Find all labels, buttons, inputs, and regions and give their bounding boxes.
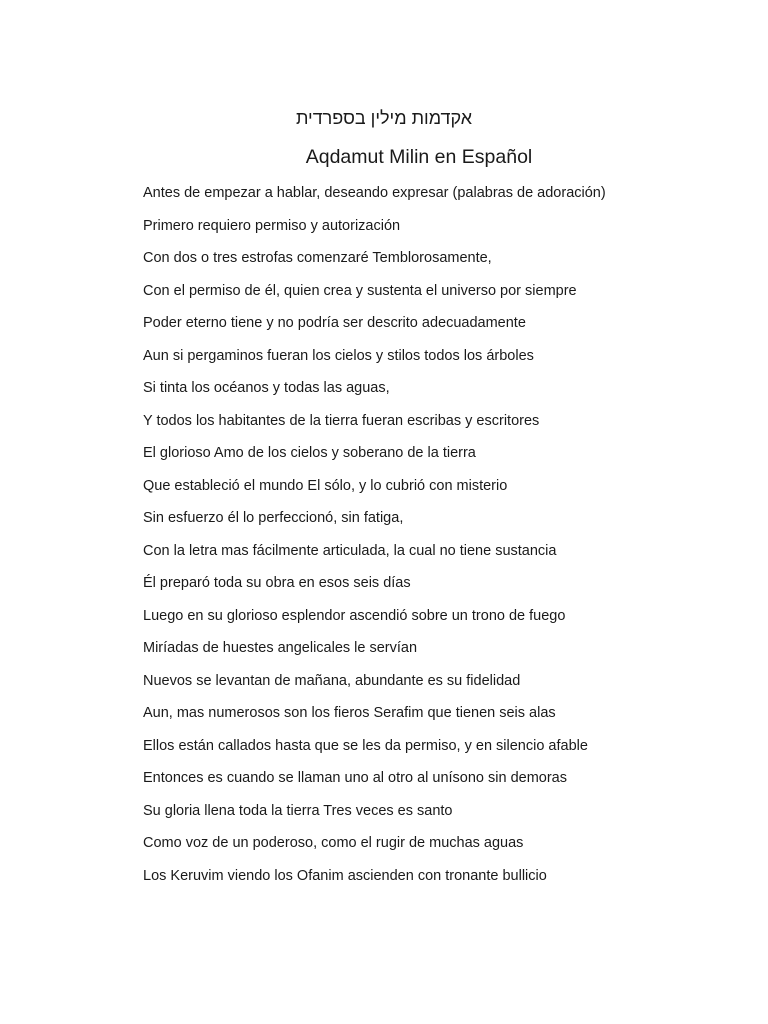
- poem-line: Los Keruvim viendo los Ofanim ascienden con tronante bullicio: [143, 867, 547, 884]
- poem-line: Él preparó toda su obra en esos seis días: [143, 575, 411, 591]
- poem-line: Miríadas de huestes angelicales le servían: [143, 640, 418, 656]
- poem-line: Con el permiso de él, quien crea y sustenta el universo por siempre: [143, 282, 577, 299]
- poem-line: Si tinta los océanos y todas las aguas,: [143, 380, 390, 396]
- poem-line: Luego en su glorioso esplendor ascendió sobre un trono de fuego: [143, 607, 566, 624]
- poem-line: Como voz de un poderoso, como el rugir de muchas aguas: [143, 835, 524, 851]
- poem-line: Antes de empezar a hablar, deseando expresar (palabras de adoración): [143, 185, 606, 201]
- poem-line: Con dos o tres estrofas comenzaré Temblorosamente,: [143, 250, 492, 266]
- poem-line: Entonces es cuando se llaman uno al otro al unísono sin demoras: [143, 770, 567, 786]
- poem-line: El glorioso Amo de los cielos y soberano de la tierra: [143, 445, 476, 461]
- document-title: Aqdamut Milin en Español: [305, 146, 533, 168]
- poem-line: Aun, mas numerosos son los fieros Serafim que tienen seis alas: [143, 705, 556, 721]
- poem-line: Nuevos se levantan de mañana, abundante es su fidelidad: [143, 672, 521, 689]
- poem-line: Su gloria llena toda la tierra Tres veces es santo: [143, 802, 453, 819]
- poem-line: Ellos están callados hasta que se les da permiso, y en silencio afable: [143, 737, 588, 754]
- poem-line: Aun si pergaminos fueran los cielos y stilos todos los árboles: [143, 347, 534, 364]
- poem-line: Primero requiero permiso y autorización: [143, 217, 401, 234]
- poem-line: Y todos los habitantes de la tierra fueran escribas y escritores: [143, 412, 540, 429]
- poem-line: Con la letra mas fácilmente articulada, la cual no tiene sustancia: [143, 542, 557, 559]
- poem-lines: [143, 180, 743, 895]
- poem-line: Que estableció el mundo El sólo, y lo cubrió con misterio: [143, 477, 508, 494]
- hebrew-title: אקדמות מילין בספרדית: [295, 108, 473, 128]
- poem-line: Poder eterno tiene y no podría ser descrito adecuadamente: [143, 315, 526, 331]
- poem-line: Sin esfuerzo él lo perfeccionó, sin fatiga,: [143, 510, 404, 526]
